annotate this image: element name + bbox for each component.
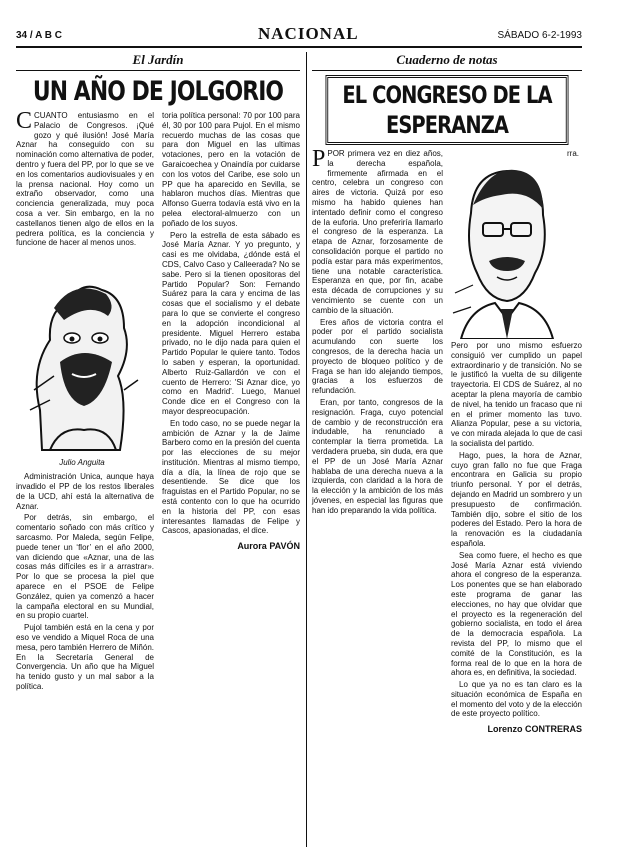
left-column-2 — [162, 111, 300, 694]
right-paragraph: Hago, pues, la hora de Aznar, cuyo gran fallo no fue que Fraga encontrara en Galicia su propio triunfo personal. Y por el detrás, dejando en Madrid un sombrero y un presupuesto de confirmación. También dijo, sobre el sitio de los poderes del Estado. Pero la hora de la renovación es la ciudadanía española. — [451, 450, 582, 548]
right-paragraph: Sea como fuere, el hecho es que José María Aznar está viviendo ahora el congreso de la esperanza. Los ponentes que se han elaborado este programa de ganar las elecciones, no hay que olvidar que el proyecto es la regeneración del gobierno socialista, en todo el área de la democracia española. La revista del PP, lo mismo que el comité de la Constitución, es la forma real de lo que en la hora de ahora es, en definitiva, la sociedad. — [451, 550, 582, 678]
caricature-caption: Julio Anguita — [59, 458, 105, 468]
page-number: 34 / A B C — [16, 30, 62, 41]
drop-cap-c: C — [16, 108, 33, 134]
right-paragraph: Lo que ya no es tan claro es la situación económica de España en el momento del voto y de la elección de este proyecto político. — [451, 680, 582, 719]
left-paragraph: Administración Unica, aunque haya invadido el PP de los restos liberales de la UCD, ahí está la alternativa de Aznar. — [16, 472, 154, 511]
drop-cap-p: P — [312, 146, 326, 172]
section-title: NACIONAL — [258, 24, 359, 43]
left-paragraph: Pujol también está en la cena y por eso ve vendido a Miquel Roca de una mesa, pero también Herrero de Miñón. En la Secretaría General de Convergencia. Un año que ha Miguel ha tenido gusto y un mal sabor a la política. — [16, 623, 154, 691]
right-paragraph: rra. Pero por uno mismo esfuerzo consiguió ver cumplido un papel extraordinario y de transición. No se le justificó la vuelta de su diligente trayectoria. El CDS de Suárez, al no aceptar la plena mayoría de cambio de nivel, ha tenido un fracaso que ni en el primer momento las tuvo. Alianza Popular, pese a su victoria, ve con mirada alejada lo que de casi la socialista del partido. — [451, 149, 582, 448]
left-article — [16, 52, 300, 847]
right-headline: EL CONGRESO DE LA ESPERANZA — [326, 75, 569, 145]
right-column-2 — [451, 149, 582, 735]
caricature-drawing — [20, 250, 144, 456]
page-header — [0, 0, 620, 48]
left-paragraph: Por detrás, sin embargo, el comentario soñado con más crítico y sarcasmo. Por Maleda, según Felipe, puede tener un ‘flor’ en el año 2000, van diciendo que «Aznar, una de las cosas más difíciles es ir a arrastrar». Por lo que se procesa la piel que aparece en el PSOE de Felipe González, quien ya comenzó a hacer la campaña electoral en su Mundial, en su propio cuartel. — [16, 513, 154, 621]
left-paragraph: toria política personal: 70 por 100 para él, 30 por 100 para Pujol. En el mismo recuerdo muchas de las cosas que para don Miguel en las ultimas votaciones, pero en la votación de Garaicoechea y Onaindía por cuidarse con los votos del Caribe, ese solo un PP que ha aparecido en Sevilla, se hablaron muchos días. Mientras que Alfonso Guerra todavía está vivo en la pelea electoral-almuerzo con un poñado de los suyos. — [162, 111, 300, 228]
right-article — [312, 52, 582, 847]
issue-date: SÁBADO 6-2-1993 — [497, 30, 582, 41]
left-body — [16, 108, 300, 694]
caricature-anguita — [16, 250, 148, 472]
right-paragraph: PPOR primera vez en diez años, la derecha española, firmemente afirmada en el centro, celebra un congreso con aires de victoria. Quizá por eso mismo ha habido quienes han intentado definir como el congreso de la euforia. Uno preferiría llamarlo el congreso de la esperanza. La etapa de Aznar, forzosamente de consolidación porque el partido no podía estar para más experimentos, tiene una notable característica. Esperanza en que, por fin, acabe esta década de corrupciones y su vencimiento se cuente con un cambio de la situación. — [312, 146, 443, 315]
left-column-1 — [16, 108, 154, 694]
left-headline: UN AÑO DE JOLGORIO — [32, 76, 284, 107]
left-rubric: El Jardín — [16, 52, 300, 71]
right-paragraph: Eres años de victoria contra el poder por el partido socialista acumulando con suerte los congresos, de la derecha hacia un proyecto de bloqueo político y de Fraga se han ido alejando tiempos, gracias a los esfuerzos de refundación. — [312, 317, 443, 396]
left-paragraph: CCUANTO entusiasmo en el Palacio de Congresos. ¡Qué gozo y qué ilusión! José María Aznar ha conseguido con su nominación como alternativa de poder, dentro y fuera del PP, por lo que se ve en los comentarios audiovisuales y en la prensa nacional. Hoy como un extraño observador, como una conciencia generalizada, muy poca cosa a ver. Sin embargo, en la no castellanos tienen algo de ellos en la pedrera política, es la conciencia y funcione de hacer al menos unos. — [16, 108, 154, 248]
left-author: Aurora PAVÓN — [237, 541, 300, 552]
right-author: Lorenzo CONTRERAS — [487, 724, 582, 735]
right-body — [312, 146, 582, 735]
header-rule — [16, 46, 582, 48]
portrait-aznar-drawing — [451, 153, 561, 339]
right-paragraph: Eran, por tanto, congresos de la resignación. Fraga, cuyo potencial de cambio y de reconstrucción era indudable, ha renunciado a contemplar la tierra prometida. La verdadera prueba, sin duda, era que el PP de un José María Aznar hablaba de una derecha nueva a la izquierda, con claridad a la hora de la elección y la ambición de los más jóvenes, en especial las figuras que han ido preparando la vida política. — [312, 397, 443, 515]
left-paragraph: En todo caso, no se puede negar la ambición de Aznar y la de Jaime Barbero como en la presión del cuenta por las elecciones de su mejor institución. Mientras al mismo tiempo, día a día, la línea de rojo que se desentiende. Se dice que los fraguistas en el Partido Popular, no se está contento con lo que ha ocurrido en la historia del PP, con esas interesantes llamadas de Felipe y Cascos, apasionadas, el dice. — [162, 418, 300, 536]
left-paragraph: Pero la estrella de esta sábado es José María Aznar. Y yo pregunto, y casi es me olvidaba, ¿dónde está el CDS, Calvo Caso y Calleerada? No se sabe. Pero si la tienen opositoras del Partido Popular? Son: Fernando Suárez para la cara y encima de las cosas que el socialismo y el debate para lo que se convierte el congreso en la adopción incondicional al presidente. Miguel Herrero estaba privado, no le dijo nada para quien el Partido Popular le quiere tanto. Todos lo saben y esperan, la oportunidad. Alberto Ruiz-Gallardón ve con el cuento de Herrero: 'Si Aznar dice, yo como en Madrid'. Luego, Manuel Conde dice en el Congreso con la mayor despreocupación. — [162, 230, 300, 416]
right-rubric: Cuaderno de notas — [312, 52, 582, 71]
column-divider — [306, 52, 307, 847]
right-column-1 — [312, 146, 443, 735]
